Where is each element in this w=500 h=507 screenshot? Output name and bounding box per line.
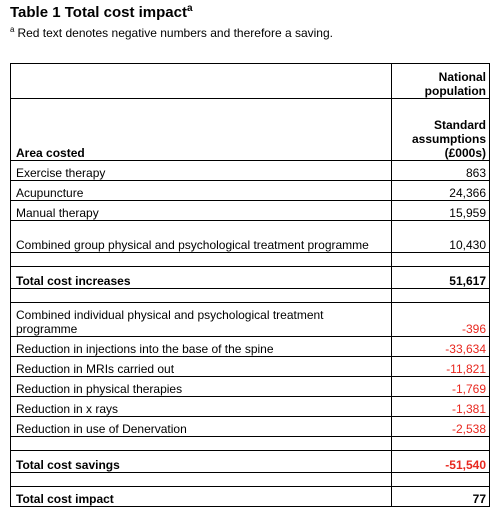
row-value: 863 xyxy=(392,161,490,181)
spacer-cell xyxy=(11,253,392,267)
table-row xyxy=(11,181,490,201)
table-title-text: Table 1 Total cost impact xyxy=(10,4,187,21)
row-area: Manual therapy xyxy=(11,201,392,221)
footnote-text: Red text denotes negative numbers and therefore a saving. xyxy=(17,26,333,40)
spacer-cell xyxy=(11,473,392,487)
row-value: 10,430 xyxy=(392,221,490,253)
total-increases-value: 51,617 xyxy=(392,267,490,289)
table-row xyxy=(11,161,490,181)
header-blank-cell xyxy=(11,64,392,99)
total-savings-row xyxy=(11,451,490,473)
spacer-cell xyxy=(392,473,490,487)
table-title xyxy=(10,4,193,21)
total-impact-value: 77 xyxy=(392,487,490,507)
header-row-top xyxy=(11,64,490,99)
spacer-cell xyxy=(392,289,490,303)
row-value: 15,959 xyxy=(392,201,490,221)
cost-impact-table xyxy=(10,63,490,507)
table-row xyxy=(11,397,490,417)
row-area: Acupuncture xyxy=(11,181,392,201)
row-area: Reduction in x rays xyxy=(11,397,392,417)
spacer-row xyxy=(11,437,490,451)
header-area-costed: Area costed xyxy=(11,99,392,161)
spacer-row xyxy=(11,473,490,487)
row-area: Combined individual physical and psychological treatment programme xyxy=(11,303,392,337)
total-increases-label: Total cost increases xyxy=(11,267,392,289)
row-area: Combined group physical and psychological treatment programme xyxy=(11,221,392,253)
footnote xyxy=(10,26,333,40)
table-row xyxy=(11,377,490,397)
row-area: Reduction in MRIs carried out xyxy=(11,357,392,377)
title-footnote-marker: a xyxy=(186,3,193,14)
spacer-cell xyxy=(11,437,392,451)
row-value-negative: -11,821 xyxy=(392,357,490,377)
spacer-cell xyxy=(11,289,392,303)
row-value-negative: -2,538 xyxy=(392,417,490,437)
total-savings-label: Total cost savings xyxy=(11,451,392,473)
row-value-negative: -33,634 xyxy=(392,337,490,357)
header-national-population: National population xyxy=(392,64,490,99)
row-value-negative: -1,769 xyxy=(392,377,490,397)
spacer-cell xyxy=(392,253,490,267)
table-row xyxy=(11,417,490,437)
header-row-main xyxy=(11,99,490,161)
total-savings-value: -51,540 xyxy=(392,451,490,473)
table-row xyxy=(11,357,490,377)
row-value-negative: -1,381 xyxy=(392,397,490,417)
spacer-row xyxy=(11,289,490,303)
row-area: Reduction in use of Denervation xyxy=(11,417,392,437)
table-row xyxy=(11,221,490,253)
row-area: Exercise therapy xyxy=(11,161,392,181)
header-standard-assumptions: Standard assumptions (£000s) xyxy=(392,99,490,161)
table-row xyxy=(11,303,490,337)
spacer-row xyxy=(11,253,490,267)
total-increases-row xyxy=(11,267,490,289)
row-value-negative: -396 xyxy=(392,303,490,337)
row-area: Reduction in physical therapies xyxy=(11,377,392,397)
total-impact-row xyxy=(11,487,490,507)
row-value: 24,366 xyxy=(392,181,490,201)
row-area: Reduction in injections into the base of the spine xyxy=(11,337,392,357)
table-row xyxy=(11,337,490,357)
footnote-marker: a xyxy=(10,25,15,34)
table-row xyxy=(11,201,490,221)
spacer-cell xyxy=(392,437,490,451)
total-impact-label: Total cost impact xyxy=(11,487,392,507)
